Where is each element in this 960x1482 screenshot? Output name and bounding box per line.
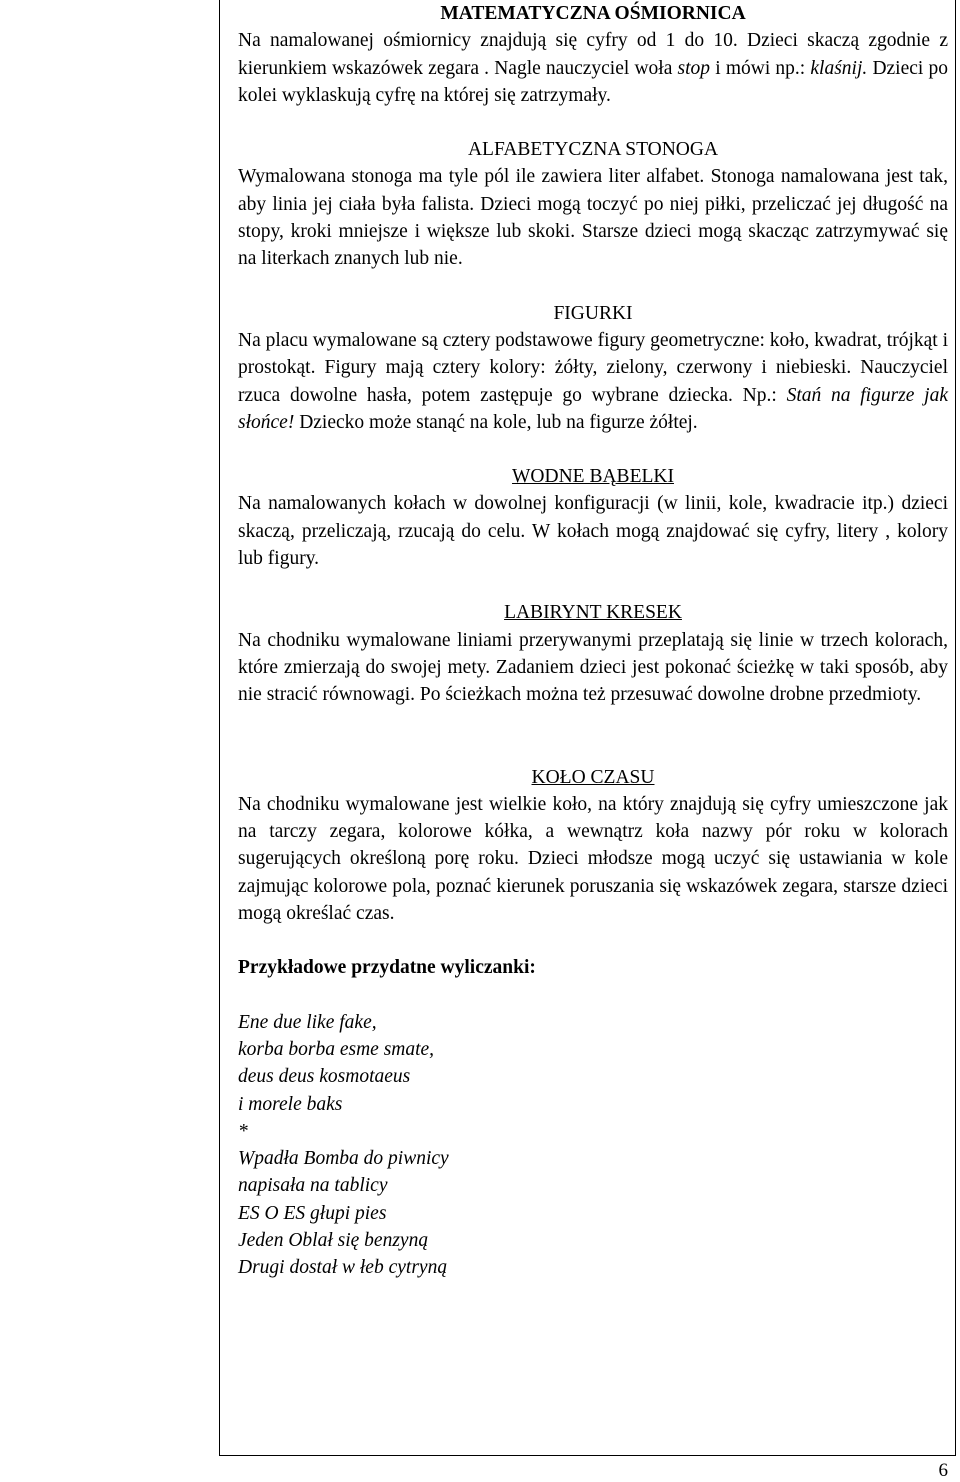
- section-alfabetyczna-stonoga: [238, 136, 948, 272]
- section-labirynt-kresek: [238, 599, 948, 708]
- text-emphasis: klaśnij.: [810, 57, 868, 79]
- section-text: Na namalowanych kołach w dowolnej konfiguracji (w linii, kole, kwadracie itp.) dzieci skaczą, przeliczają, rzucają do celu. W kołach mogą znajdować się cyfry, litery , kolory lub figury.: [238, 493, 948, 570]
- text-run: Na namalowanej ośmiornicy znajdują się cyfry od 1 do 10. Dzieci skaczą zgodnie z kierunkiem wskazówek zegara . Nagle nauczyciel woła: [238, 30, 948, 79]
- section-text: Na chodniku wymalowane jest wielkie koło, na który znajdują się cyfry umieszczone jak na tarczy zegara, kolorowe kółka, a wewnątrz koła nazwy pór roku w kolorach sugerujących określoną porę roku. Dzieci młodsze mogą uczyć się ustawiania w kole zajmując kolorowe pola, poznać kierunek poruszania się wskazówek zegara, starsze dzieci mogą określać czas.: [238, 793, 948, 925]
- page-number: 6: [938, 1460, 948, 1481]
- text-emphasis: stop: [677, 57, 711, 79]
- rhyme-line: Drugi dostał w łeb cytryną: [238, 1257, 448, 1279]
- section-title: LABIRYNT KRESEK: [504, 602, 682, 624]
- rhyme-line: korba borba esme smate,: [238, 1038, 435, 1060]
- document-content: [238, 0, 948, 1282]
- section-text: Na chodniku wymalowane liniami przerywanymi przeplatają się linie w trzech kolorach, które zmierzają do swojej mety. Zadaniem dzieci jest pokonać ścieżkę w taki sposób, aby nie stracić równowagi. Po ścieżkach można też przesuwać dowolne drobne przedmioty.: [238, 629, 948, 706]
- section-matematyczna-osmiornica: [238, 0, 948, 109]
- section-title: MATEMATYCZNA OŚMIORNICA: [440, 3, 746, 24]
- rhyme-line: deus deus kosmotaeus: [238, 1066, 411, 1088]
- text-run: Dziecko może stanąć na kole, lub na figurze żółtej.: [294, 411, 698, 433]
- text-run: Na placu wymalowane są cztery podstawowe figury geometryczne: koło, kwadrat, trójkąt i prostokąt. Figury mają cztery kolory: żółty, zielony, czerwony i niebieski. Nauczyciel rzuca dowolne hasła, potem zastępuje go wybrane dziecka. Np.:: [238, 329, 948, 406]
- section-text: Wymalowana stonoga ma tyle pól ile zawiera liter alfabet. Stonoga namalowana jest tak, aby linia jej ciała była falista. Dzieci mogą toczyć po niej piłki, przeliczać jej długość na stopy, kroki mniejsze i większe lub skoki. Starsze dzieci mogą skacząc zatrzymywać się na literkach znanych lub nie.: [238, 166, 948, 270]
- section-text: [238, 27, 948, 109]
- section-figurki: [238, 300, 948, 436]
- text-emphasis: Stań na figurze jak słońce!: [238, 384, 948, 433]
- rhyme-line: Jeden Oblał się benzyną: [238, 1229, 429, 1251]
- rhyme-line: Ene due like fake,: [238, 1011, 377, 1033]
- section-title: KOŁO CZASU: [531, 766, 655, 788]
- text-run: i mówi np.:: [710, 57, 811, 79]
- section-text: [238, 327, 948, 436]
- text-run: Dzieci po kolei wyklaskują cyfrę na której się zatrzymały.: [238, 57, 948, 106]
- section-title: ALFABETYCZNA STONOGA: [467, 139, 719, 161]
- rhyme-separator: *: [238, 1120, 248, 1142]
- examples-title: Przykładowe przydatne wyliczanki:: [238, 957, 536, 979]
- rhyme-line: napisała na tablicy: [238, 1175, 388, 1197]
- rhyme-line: i morele baks: [238, 1093, 343, 1115]
- rhymes-list: [238, 1009, 948, 1282]
- section-title: FIGURKI: [553, 302, 633, 324]
- section-wodne-babelki: [238, 463, 948, 572]
- rhyme-line: ES O ES głupi pies: [238, 1202, 387, 1224]
- rhyme-line: Wpadła Bomba do piwnicy: [238, 1148, 449, 1170]
- section-kolo-czasu: [238, 764, 948, 928]
- section-title: WODNE BĄBELKI: [512, 466, 674, 488]
